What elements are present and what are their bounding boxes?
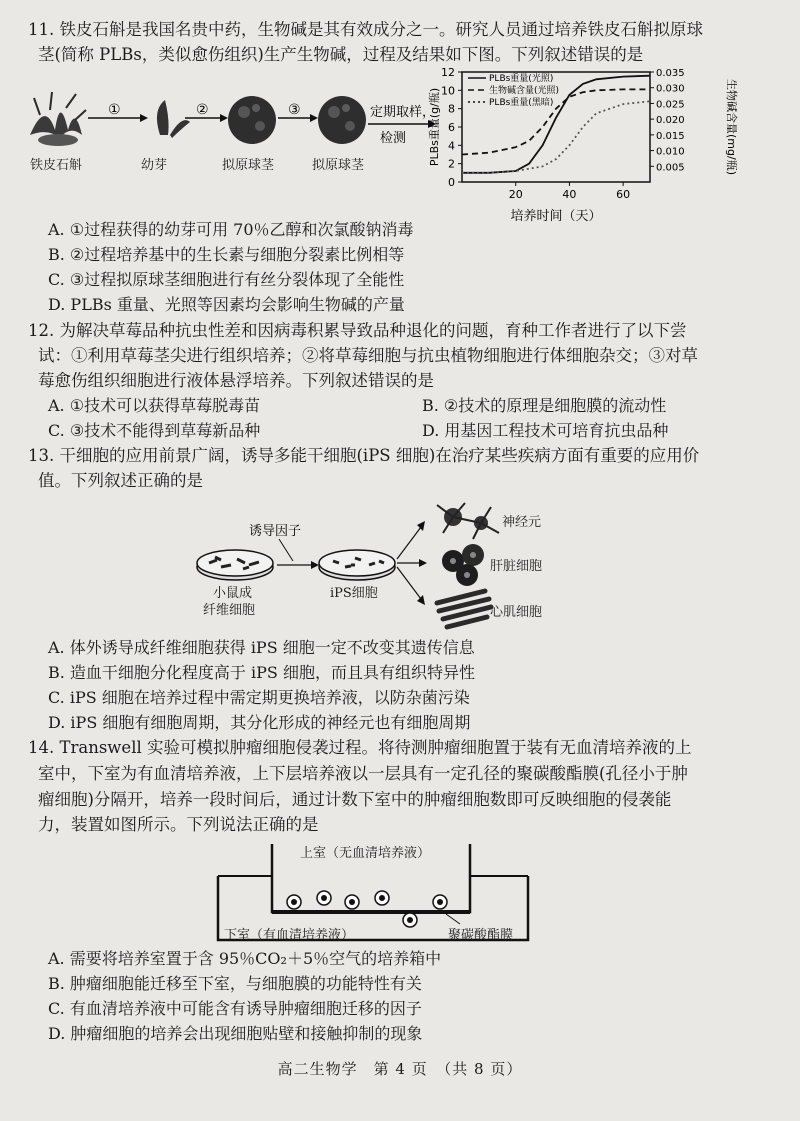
- series-line-2: [462, 101, 650, 173]
- sprout-image: [157, 100, 190, 138]
- q11-option-c: C. ③过程拟原球茎细胞进行有丝分裂体现了全能性: [48, 270, 405, 289]
- y2-tick-label-1: 0.010: [656, 146, 685, 158]
- q14-stem-line-4: 力，装置如图所示。下列说法正确的是: [38, 815, 319, 834]
- y2-tick-label-4: 0.025: [656, 99, 685, 111]
- tumor-cells: [287, 891, 447, 927]
- q12-stem-line-1: 12. 为解决草莓品种抗虫性差和因病毒积累导致品种退化的问题，育种工作者进行了以下尝: [28, 321, 687, 340]
- q14-option-c: C. 有血清培养液中可能含有诱导肿瘤细胞迁移的因子: [48, 999, 422, 1018]
- cardiac-cells-image: [437, 591, 491, 627]
- q13-option-b: B. 造血干细胞分化程度高于 iPS 细胞，而且具有组织特异性: [48, 663, 475, 682]
- step-3-label: ③: [288, 102, 301, 118]
- q13-stem-line-2: 值。下列叙述正确的是: [38, 471, 203, 490]
- label-plb-1: 拟原球茎: [222, 158, 275, 173]
- orchid-plant-image: [30, 92, 86, 146]
- dish2-label: iPS细胞: [330, 586, 378, 601]
- q11-stem-line-1: 11. 铁皮石斛是我国名贵中药，生物碱是其有效成分之一。研究人员通过培养铁皮石斛拟原球: [28, 20, 703, 39]
- final-step-label-1: 定期取样，: [370, 105, 436, 120]
- q12-stem-line-2: 试：①利用草莓茎尖进行组织培养；②将草莓细胞与抗虫植物细胞进行体细胞杂交；③对草: [38, 346, 698, 365]
- legend-label-2: PLBs重量(黑暗): [489, 98, 554, 108]
- q14-stem-line-1: 14. Transwell 实验可模拟肿瘤细胞侵袭过程。将待测肿瘤细胞置于装有无血清培养液的上: [28, 738, 692, 757]
- ips-dish: [319, 550, 395, 580]
- y2-tick-label-0: 0.005: [656, 162, 685, 174]
- q14-stem-line-2: 室中，下室为有血清培养液，上下层培养液以一层具有一定孔径的聚碳酸酯膜(孔径小于肿: [38, 764, 688, 783]
- q14-stem-line-3: 瘤细胞)分隔开，培养一段时间后，通过计数下室中的肿瘤细胞数即可反映细胞的侵袭能: [38, 790, 672, 809]
- q11-option-d: D. PLBs 重量、光照等因素均会影响生物碱的产量: [48, 295, 405, 314]
- x-tick-label-0: 20: [508, 188, 523, 201]
- q12-option-c: C. ③技术不能得到草莓新品种: [48, 421, 261, 440]
- step-1-label: ①: [108, 102, 121, 118]
- q14-option-d: D. 肿瘤细胞的培养会出现细胞贴壁和接触抑制的现象: [48, 1024, 423, 1043]
- q12-option-b: B. ②技术的原理是细胞膜的流动性: [422, 396, 667, 415]
- y-tick-label-3: 6: [448, 121, 455, 134]
- q12-stem-line-3: 莓愈伤组织细胞进行液体悬浮培养。下列叙述错误的是: [38, 371, 434, 390]
- y-tick-label-1: 2: [448, 157, 455, 171]
- y-axis-label: PLBs重量(g/瓶): [428, 87, 441, 167]
- q12-option-a: A. ①技术可以获得草莓脱毒苗: [48, 396, 261, 415]
- legend-label-1: 生物碱含量(光照): [489, 86, 560, 96]
- final-step-label-2: 检测: [380, 131, 407, 146]
- neuron-image: [437, 503, 499, 539]
- q11-stem-line-2: 茎(简称 PLBs，类似愈伤组织)生产生物碱，过程及结果如下图。下列叙述错误的是: [38, 45, 644, 64]
- lower-chamber-label: 下室（有血清培养液）: [224, 928, 355, 943]
- inducing-factor-label: 诱导因子: [249, 524, 302, 539]
- plb-cluster-image-2: [318, 96, 366, 144]
- dish1-label-line-2: 纤维细胞: [203, 603, 256, 618]
- label-sprout: 幼芽: [141, 158, 168, 173]
- q11-chart: [428, 64, 788, 226]
- membrane-label: 聚碳酸酯膜: [448, 928, 514, 943]
- q14-option-a: A. 需要将培养室置于含 95％CO₂＋5％空气的培养箱中: [48, 949, 442, 968]
- q13-option-a: A. 体外诱导成纤维细胞获得 iPS 细胞一定不改变其遗传信息: [48, 638, 475, 657]
- x-axis-label: 培养时间（天）: [510, 209, 602, 224]
- upper-chamber-label: 上室（无血清培养液）: [300, 846, 431, 861]
- q13-option-c: C. iPS 细胞在培养过程中需定期更换培养液，以防杂菌污染: [48, 688, 470, 707]
- dish1-label-line-1: 小鼠成: [213, 586, 253, 601]
- y2-tick-label-3: 0.020: [656, 115, 685, 127]
- x-tick-label-1: 40: [562, 188, 577, 201]
- y-tick-label-4: 8: [448, 102, 455, 116]
- fibroblast-dish: [197, 550, 273, 580]
- y2-tick-label-5: 0.030: [656, 83, 685, 95]
- y2-axis-label: 生物碱含量(mg/瓶): [725, 79, 738, 175]
- y-tick-label-5: 10: [441, 84, 455, 98]
- plb-cluster-image-1: [228, 96, 276, 144]
- step-2-label: ②: [196, 102, 209, 118]
- x-tick-label-2: 60: [616, 188, 631, 201]
- q13-stem-line-1: 13. 干细胞的应用前景广阔，诱导多能干细胞(iPS 细胞)在治疗某些疾病方面有重要的应用价: [28, 446, 700, 465]
- y-tick-label-2: 4: [448, 139, 455, 153]
- q11-option-b: B. ②过程培养基中的生长素与细胞分裂素比例相等: [48, 245, 405, 264]
- legend-label-0: PLBs重量(光照): [489, 74, 554, 84]
- y2-tick-label-2: 0.015: [656, 130, 685, 142]
- outcome-cardiac-label: 心肌细胞: [490, 605, 543, 620]
- label-plb-2: 拟原球茎: [312, 158, 365, 173]
- y-tick-label-6: 12: [441, 66, 455, 79]
- label-orchid: 铁皮石斛: [30, 158, 83, 173]
- y-tick-label-0: 0: [448, 176, 455, 189]
- outcome-liver-label: 肝脏细胞: [490, 559, 543, 574]
- q13-option-d: D. iPS 细胞有细胞周期，其分化形成的神经元也有细胞周期: [48, 713, 471, 732]
- page-footer: 高二生物学 第 4 页 （共 8 页）: [277, 1060, 523, 1078]
- q11-option-a: A. ①过程获得的幼芽可用 70％乙醇和次氯酸钠消毒: [48, 220, 414, 239]
- q12-option-d: D. 用基因工程技术可培育抗虫品种: [422, 421, 669, 440]
- outcome-neuron-label: 神经元: [502, 515, 542, 530]
- y2-tick-label-6: 0.035: [656, 68, 685, 79]
- liver-cells-image: [442, 544, 484, 586]
- q14-option-b: B. 肿瘤细胞能迁移至下室，与细胞膜的功能特性有关: [48, 974, 422, 993]
